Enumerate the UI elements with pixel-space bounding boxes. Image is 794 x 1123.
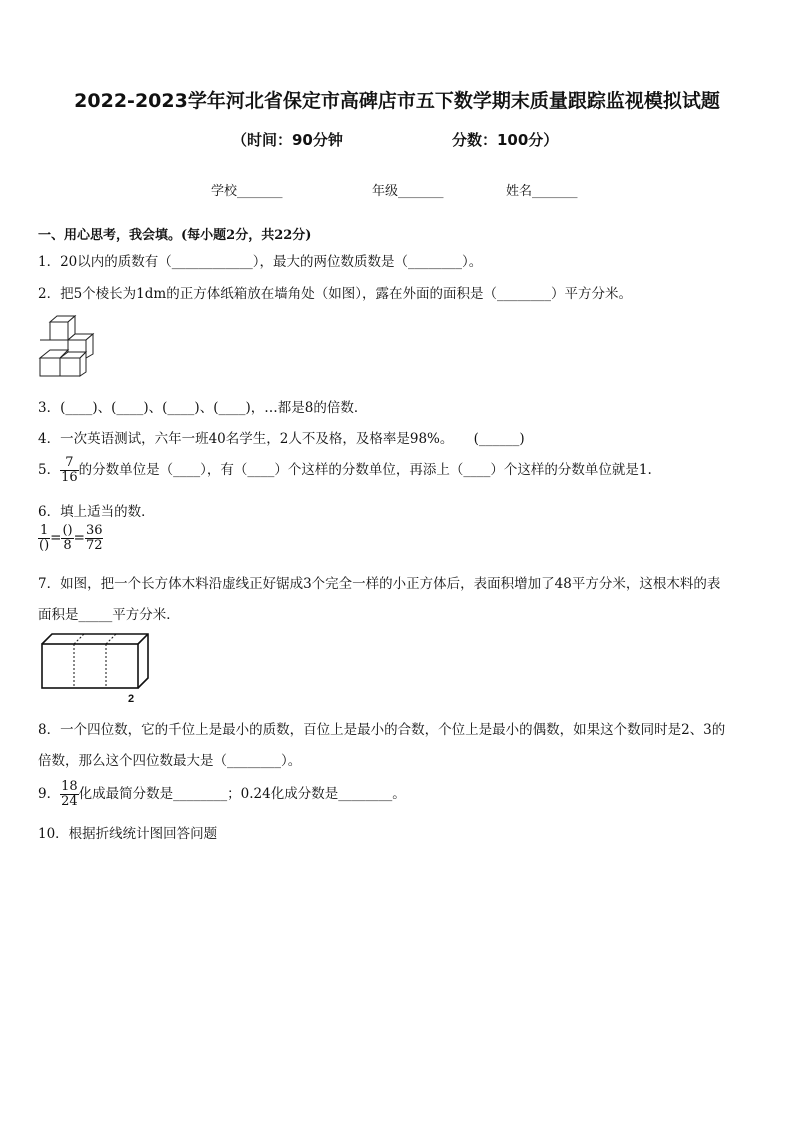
cuboid-figure — [38, 630, 154, 706]
question-4: 4．一次英语测试，六年一班40名学生，2人不及格，及格率是98%。 (______) — [38, 431, 525, 447]
question-1: 1．20以内的质数有（____________），最大的两位数质数是（________）。 — [38, 254, 483, 270]
school-field: 学校_______ — [211, 184, 283, 199]
question-7-line-1: 7．如图，把一个长方体木料沿虚线正好锯成3个完全一样的小正方体后，表面积增加了48平方分米，这根木料的表 — [38, 576, 721, 592]
q9-prefix: 9． — [38, 786, 61, 802]
q6-frac-2 — [61, 524, 73, 553]
question-3: 3．(____)、(____)、(____)、(____)，…都是8的倍数． — [38, 400, 368, 416]
question-8-line-2: 倍数，那么这个四位数最大是（________）。 — [38, 753, 302, 769]
q9-frac-den: 24 — [61, 794, 78, 809]
q6-f2-num: () — [62, 523, 73, 538]
score-label: 分数：100分） — [452, 131, 559, 149]
question-6: 6．填上适当的数． — [38, 504, 155, 520]
q6-f2-den: 8 — [63, 538, 72, 553]
question-7-line-2: 面积是_____平方分米． — [38, 607, 180, 623]
question-8-line-1: 8．一个四位数，它的千位上是最小的质数，百位上是最小的合数，个位上是最小的偶数，如果这个数同时是2、3的 — [38, 722, 726, 738]
question-5 — [38, 456, 652, 485]
question-2: 2．把5个棱长为1dm的正方体纸箱放在墙角处（如图），露在外面的面积是（________）平方分米。 — [38, 286, 632, 302]
q5-prefix: 5． — [38, 462, 61, 478]
q6-f3-num: 36 — [85, 523, 103, 538]
q6-eq-2: = — [73, 530, 85, 546]
section-heading: 一、用心思考，我会填。(每小题2分，共22分) — [38, 228, 312, 243]
name-field: 姓名_______ — [506, 184, 578, 199]
q6-frac-3 — [85, 524, 104, 553]
question-10: 10．根据折线统计图回答问题 — [38, 826, 218, 842]
q6-f3-den: 72 — [85, 538, 103, 553]
q6-frac-1 — [38, 524, 50, 553]
q9-fraction — [60, 780, 79, 809]
q9-frac-num: 18 — [61, 779, 78, 794]
q5-frac-num: 7 — [60, 456, 79, 471]
time-label: （时间：90分钟 — [232, 131, 343, 149]
q6-f1-den: () — [39, 538, 50, 553]
q5-rest: 的分数单位是（____），有（____）个这样的分数单位，再添上（____）个这样的分数单位就是1. — [78, 462, 652, 478]
q6-f1-num: 1 — [39, 523, 49, 538]
q6-equation — [38, 524, 103, 553]
q6-eq-1: = — [50, 530, 62, 546]
grade-field: 年级_______ — [372, 184, 444, 199]
q5-frac-den: 16 — [61, 470, 78, 485]
page-title: 2022-2023学年河北省保定市高碑店市五下数学期末质量跟踪监视模拟试题 — [74, 90, 720, 112]
question-9 — [38, 780, 406, 809]
cuboid-edge-label: 2 — [128, 693, 135, 705]
q9-rest: 化成最简分数是________；0.24化成分数是________。 — [78, 786, 406, 802]
cubes-figure — [38, 314, 102, 378]
q5-fraction — [60, 456, 79, 485]
